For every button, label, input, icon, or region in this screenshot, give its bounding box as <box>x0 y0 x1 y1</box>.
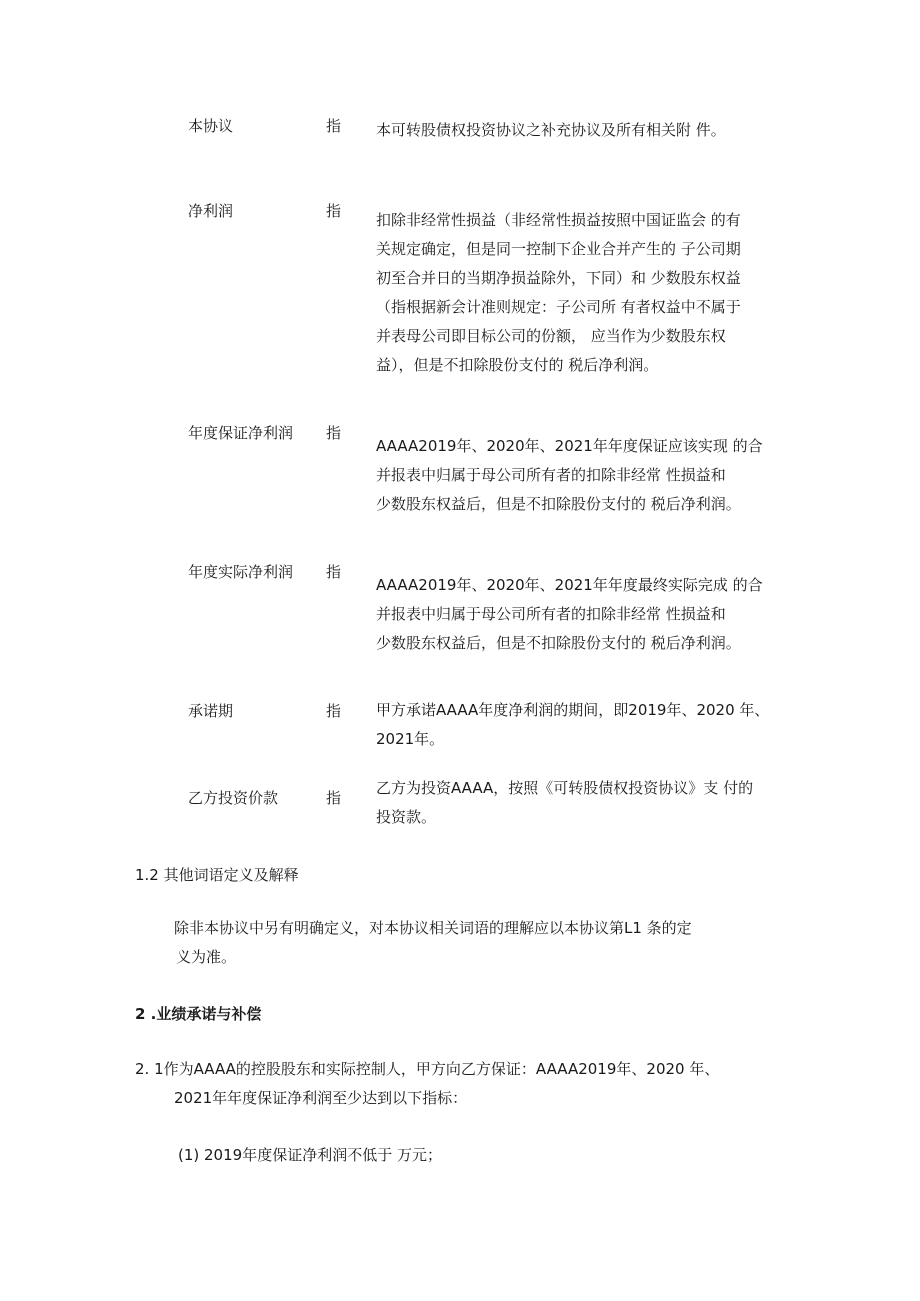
definition-text <box>376 571 763 658</box>
definition-zhi: 指 <box>326 702 342 720</box>
definition-zhi: 指 <box>326 424 342 442</box>
definition-term: 净利润 <box>188 202 234 220</box>
definition-line: 乙方为投资AAAA，按照《可转股债权投资协议》支 付的 <box>376 779 754 797</box>
section-1-2-body <box>174 914 692 972</box>
definition-line: 并报表中归属于母公司所有者的扣除非经常 性损益和 <box>376 605 726 623</box>
section-2-1-body <box>135 1055 719 1113</box>
definition-line: 初至合并日的当期净损益除外，下同）和 少数股东权益 <box>376 269 741 287</box>
definition-zhi: 指 <box>326 202 342 220</box>
definition-line: 少数股东权益后，但是不扣除股份支付的 税后净利润。 <box>376 495 741 513</box>
list-item: (1) 2019年度保证净利润不低于 万元； <box>178 1146 442 1164</box>
definition-term: 年度保证净利润 <box>188 424 294 442</box>
definition-term: 本协议 <box>188 117 234 135</box>
definition-line: 关规定确定，但是同一控制下企业合并产生的 子公司期 <box>376 240 741 258</box>
definition-line: 投资款。 <box>376 808 437 826</box>
definition-line: 甲方承诺AAAA年度净利润的期间，即2019年、2020 年、 <box>376 701 770 719</box>
definition-line: 本可转股债权投资协议之补充协议及所有相关附 件。 <box>376 121 726 139</box>
definition-line: （指根据新会计准则规定：子公司所 有者权益中不属于 <box>376 298 741 316</box>
definition-line: 扣除非经常性损益（非经常性损益按照中国证监会 的有 <box>376 211 741 229</box>
paragraph-line: 2021年年度保证净利润至少达到以下指标： <box>174 1089 468 1107</box>
paragraph-line: 除非本协议中另有明确定义，对本协议相关词语的理解应以本协议第L1 条的定 <box>174 919 692 937</box>
definition-line: 少数股东权益后，但是不扣除股份支付的 税后净利润。 <box>376 634 741 652</box>
definition-line: AAAA2019年、2020年、2021年年度最终实际完成 的合 <box>376 576 763 594</box>
paragraph-line: 2. 1作为AAAA的控股股东和实际控制人，甲方向乙方保证：AAAA2019年、2020 年、 <box>135 1060 720 1078</box>
section-heading-2: 2 .业绩承诺与补偿 <box>135 1005 262 1023</box>
definition-zhi: 指 <box>326 789 342 807</box>
definition-term: 承诺期 <box>188 702 234 720</box>
definition-term: 年度实际净利润 <box>188 563 294 581</box>
definition-text <box>376 206 741 380</box>
definition-text <box>376 116 726 145</box>
paragraph-line: 义为准。 <box>176 948 237 966</box>
definition-term: 乙方投资价款 <box>188 789 279 807</box>
definition-line: 2021年。 <box>376 730 445 748</box>
definition-text <box>376 774 753 832</box>
definition-text <box>376 432 763 519</box>
definition-text <box>376 696 769 754</box>
definition-line: 并表母公司即目标公司的份额， 应当作为少数股东权 <box>376 327 726 345</box>
definition-line: 益），但是不扣除股份支付的 税后净利润。 <box>376 356 659 374</box>
definition-zhi: 指 <box>326 563 342 581</box>
section-heading-1-2: 1.2 其他词语定义及解释 <box>135 866 299 884</box>
definition-line: 并报表中归属于母公司所有者的扣除非经常 性损益和 <box>376 466 726 484</box>
definition-line: AAAA2019年、2020年、2021年年度保证应该实现 的合 <box>376 437 763 455</box>
definition-zhi: 指 <box>326 117 342 135</box>
